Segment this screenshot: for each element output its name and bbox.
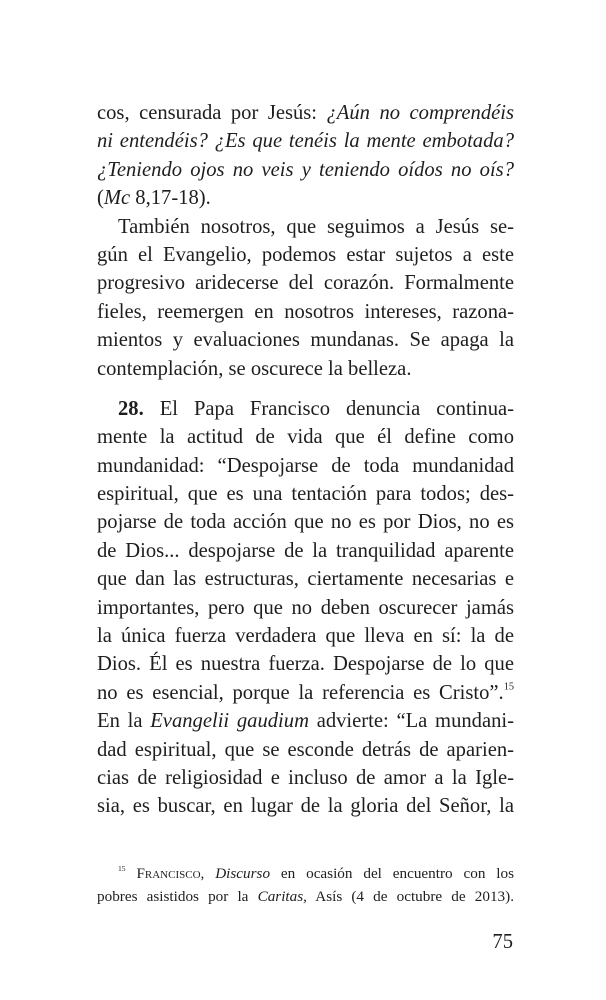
text-segment: ¿Teniendo ojos no veis y teniendo oídos no oís? [97, 158, 514, 181]
text-line [97, 298, 514, 326]
text-segment: 8,17-18). [130, 187, 211, 210]
text-line [97, 355, 514, 383]
paragraph [97, 395, 514, 821]
text-segment: mente la actitud de vida que él define como [97, 426, 514, 449]
text-line [97, 395, 514, 423]
text-line [97, 537, 514, 565]
text-segment: de Dios... despojarse de la tranquilidad aparente [97, 539, 514, 562]
text-segment: Caritas [257, 888, 304, 905]
text-segment [126, 865, 137, 882]
text-line [97, 707, 514, 735]
text-segment: El Papa Francisco denuncia continua- [143, 397, 514, 420]
text-line [97, 862, 514, 885]
text-line [97, 792, 514, 820]
text-segment: Discurso [215, 865, 271, 882]
text-line [97, 508, 514, 536]
text-line [97, 423, 514, 451]
text-line [97, 184, 514, 212]
text-line [97, 885, 514, 908]
text-segment: Mc [103, 187, 131, 210]
text-segment: pojarse de toda acción que no es por Dios, no es [97, 511, 514, 534]
text-segment [204, 865, 215, 882]
text-line [97, 213, 514, 241]
text-segment: advierte: “La mundani- [308, 710, 514, 733]
paragraph [97, 99, 514, 213]
text-line [97, 650, 514, 678]
text-segment: Dios. Él es nuestra fuerza. Despojarse de lo que [97, 653, 514, 676]
footnote-marker: 15 [118, 864, 126, 874]
text-segment: mientos y evaluaciones mundanas. Se apaga la [97, 329, 514, 352]
body-text [97, 99, 514, 821]
text-line [97, 764, 514, 792]
text-segment: 28. [118, 397, 144, 420]
text-line [97, 622, 514, 650]
text-segment: gún el Evangelio, podemos estar sujetos a este [97, 243, 514, 266]
text-line [97, 326, 514, 354]
text-line [97, 480, 514, 508]
text-segment: pobres asistidos por la [97, 888, 258, 905]
text-segment: que dan las estructuras, ciertamente necesarias e [97, 568, 514, 591]
text-segment: Evangelii gaudium [150, 710, 309, 733]
text-segment: dad espiritual, que se esconde detrás de aparien- [97, 738, 514, 761]
text-segment: Francisco, [136, 865, 205, 882]
text-segment: cos, censurada por Jesús: [97, 102, 327, 124]
text-segment: ¿Aún no comprendéis [326, 102, 514, 124]
text-segment: ( [97, 187, 104, 210]
text-line [97, 594, 514, 622]
page-number: 75 [492, 931, 513, 953]
text-segment: sia, es buscar, en lugar de la gloria del Señor, la [97, 795, 514, 818]
text-segment: progresivo aridecerse del corazón. Formalmente [97, 272, 514, 295]
text-segment: En la [97, 710, 151, 733]
text-segment: en ocasión del encuentro con los [270, 865, 515, 882]
footnotes [97, 862, 514, 908]
text-segment: espiritual, que es una tentación para todos; des- [97, 483, 514, 506]
text-segment: mundanidad: “Despojarse de toda mundanidad [97, 454, 514, 477]
text-line [97, 736, 514, 764]
text-segment: importantes, pero que no deben oscurecer jamás [97, 596, 514, 619]
text-segment: la única fuerza verdadera que lleva en sí: la de [97, 625, 514, 648]
text-segment: , Asís (4 de octubre de 2013). [303, 888, 515, 905]
footnote-marker: 15 [503, 681, 514, 693]
text-line [97, 241, 514, 269]
text-line [97, 679, 514, 707]
text-line [97, 452, 514, 480]
text-line [97, 565, 514, 593]
text-segment: cias de religiosidad e incluso de amor a la Igle- [97, 766, 514, 789]
text-segment: ni entendéis? ¿Es que tenéis la mente embotada? [97, 130, 514, 153]
text-segment: fieles, reemergen en nosotros intereses, razona- [97, 300, 514, 323]
text-line [97, 99, 514, 127]
text-line [97, 269, 514, 297]
text-line [97, 127, 514, 155]
text-segment: También nosotros, que seguimos a Jesús se- [118, 215, 514, 238]
text-segment: no es esencial, porque la referencia es Cristo”. [97, 681, 504, 704]
paragraph [97, 213, 514, 383]
text-segment: contemplación, se oscurece la belleza. [97, 357, 412, 380]
text-line [97, 156, 514, 184]
